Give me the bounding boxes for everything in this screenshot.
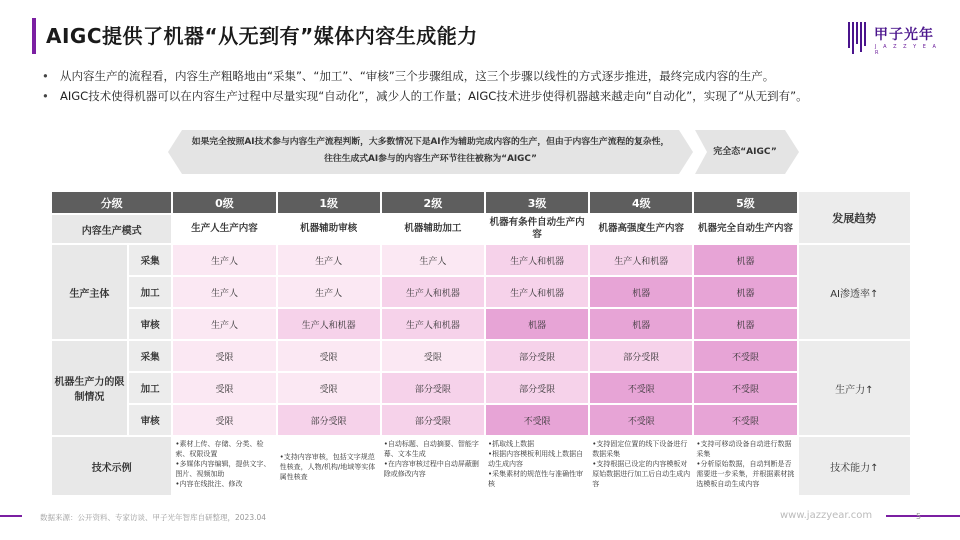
table-cell: 生产人和机器: [590, 245, 692, 275]
table-cell: 生产人和机器: [486, 277, 588, 307]
table-cell: 不受限: [694, 405, 796, 435]
note-arrow-text: [182, 134, 679, 170]
step-review: 审核: [129, 405, 172, 435]
full-aigc-label: 完全态“AIGC”: [713, 147, 777, 157]
mode-0: 生产人生产内容: [173, 215, 275, 243]
table-cell: 机器: [590, 277, 692, 307]
trend-ai: AI渗透率↑: [799, 245, 910, 339]
example-item: •抓取线上数据: [487, 440, 535, 448]
example-item: •内容在线批注、修改: [175, 480, 243, 488]
example-0: [173, 437, 275, 495]
example-item: •多媒体内容编辑，提供文字、图片、视频加助: [175, 460, 271, 478]
level-4: 4级: [590, 192, 692, 213]
note-line-2: 往往生成式AI参与的内容生产环节往往被称为“AIGC”: [324, 154, 537, 164]
table-cell: 部分受限: [486, 341, 588, 371]
logo-name: 甲子光年: [874, 27, 934, 43]
level-row: [52, 192, 910, 213]
bullet-item: • AIGC技术使得机器可以在内容生产过程中尽量实现“自动化”，减少人的工作量；AIGC技术进步使得机器越来越走向“自动化”，实现了“从无到有”。: [40, 86, 920, 106]
mode-1: 机器辅助审核: [278, 215, 380, 243]
table-cell: 生产人和机器: [486, 245, 588, 275]
mode-row: [52, 215, 910, 243]
example-item: •根据内容模板利用线上数据自动生成内容: [487, 450, 584, 468]
table-cell: 受限: [173, 341, 275, 371]
example-item: •素材上传、存储、分类、检索、权限设置: [175, 440, 264, 458]
table-cell: 机器: [590, 309, 692, 339]
page-title: AIGC提供了机器“从无到有”媒体内容生成能力: [46, 24, 478, 48]
step-process: 加工: [129, 277, 172, 307]
producer-group-label: 生产主体: [52, 245, 127, 339]
trend-header: 发展趋势: [799, 192, 910, 243]
example-item: •分析原始数据，自动判断是否需要进一步采集，并根据素材挑选模板自动生成内容: [696, 460, 795, 488]
table-cell: 不受限: [694, 373, 796, 403]
footer-accent-right: [886, 515, 960, 517]
example-3: [486, 437, 588, 495]
example-item: •支持可移动设备自动进行数据采集: [696, 440, 792, 458]
step-process: 加工: [129, 373, 172, 403]
example-5: [694, 437, 796, 495]
example-4: [590, 437, 692, 495]
bullet-item: • 从内容生产的流程看，内容生产粗略地由“采集”、“加工”、“审核”三个步骤组成，这三个步骤以线性的方式逐步推进，最终完成内容的生产。: [40, 66, 920, 86]
table-cell: 受限: [382, 341, 484, 371]
level-3: 3级: [486, 192, 588, 213]
table-cell: 不受限: [590, 373, 692, 403]
logo: [846, 18, 946, 58]
example-item: •采集素材的规范性与准确性审核: [487, 470, 584, 488]
trend-productivity: 生产力↑: [799, 341, 910, 435]
data-source: 数据来源：公开资料、专家访谈、甲子光年智库自研整理，2023.04: [40, 513, 267, 522]
bullet-list: [40, 66, 920, 106]
note-line-1: 如果完全按照AI技术参与内容生产流程判断，大多数情况下是AI作为辅助完成内容的生产，但由于内容生产流程的复杂性，: [191, 137, 670, 147]
mode-header: 内容生产模式: [52, 215, 171, 243]
examples-header: 技术示例: [52, 437, 171, 495]
table-cell: 部分受限: [382, 405, 484, 435]
table-cell: 机器: [694, 245, 796, 275]
table-cell: 生产人: [382, 245, 484, 275]
table-cell: 机器: [694, 309, 796, 339]
producer-process-row: [52, 277, 910, 307]
step-review: 审核: [129, 309, 172, 339]
step-collect: 采集: [129, 245, 172, 275]
aigc-level-table: [50, 190, 912, 497]
table-cell: 部分受限: [382, 373, 484, 403]
limit-process-row: [52, 373, 910, 403]
example-1: [278, 437, 380, 495]
title-accent-bar: [32, 18, 36, 54]
table-cell: 不受限: [590, 405, 692, 435]
page-number: 5: [916, 512, 922, 521]
table-cell: 部分受限: [590, 341, 692, 371]
table-cell: 部分受限: [278, 405, 380, 435]
table-cell: 生产人: [278, 245, 380, 275]
table-cell: 生产人: [173, 309, 275, 339]
limit-review-row: [52, 405, 910, 435]
logo-sub: J A Z Z Y E A R: [875, 44, 939, 56]
level-5: 5级: [694, 192, 796, 213]
table-cell: 不受限: [694, 341, 796, 371]
example-item: •自动标题、自动摘要、智能字幕、文本生成: [383, 440, 479, 458]
table-cell: 生产人: [278, 277, 380, 307]
level-0: 0级: [173, 192, 275, 213]
example-item: •支持内容审核，包括文字规范性核查，人物/机构/地域等实体属性核查: [279, 453, 376, 481]
table-cell: 生产人: [173, 245, 275, 275]
level-1: 1级: [278, 192, 380, 213]
table-cell: 受限: [173, 373, 275, 403]
logo-bars-icon: [846, 18, 868, 56]
limit-collect-row: [52, 341, 910, 371]
table-cell: 受限: [278, 373, 380, 403]
step-collect: 采集: [129, 341, 172, 371]
example-item: •在内容审核过程中自动屏蔽删除或修改内容: [383, 460, 479, 478]
footer-accent-left: [0, 515, 22, 517]
table-cell: 机器: [486, 309, 588, 339]
table-cell: 受限: [173, 405, 275, 435]
mode-4: 机器高强度生产内容: [590, 215, 692, 243]
example-2: [382, 437, 484, 495]
table-cell: 受限: [278, 341, 380, 371]
trend-tech: 技术能力↑: [799, 437, 910, 495]
table-cell: 机器: [694, 277, 796, 307]
table-cell: 生产人: [173, 277, 275, 307]
table-cell: 部分受限: [486, 373, 588, 403]
limit-group-label: 机器生产力的限制情况: [52, 341, 127, 435]
mode-2: 机器辅助加工: [382, 215, 484, 243]
table-cell: 生产人和机器: [382, 277, 484, 307]
example-item: •支持根据已设定的内容模板对原始数据进行加工后自动生成内容: [592, 460, 691, 488]
level-2: 2级: [382, 192, 484, 213]
mode-5: 机器完全自动生产内容: [694, 215, 796, 243]
example-item: •支持固定位置的线下设备进行数据采集: [592, 440, 688, 458]
examples-row: [52, 437, 910, 495]
table-cell: 不受限: [486, 405, 588, 435]
producer-collect-row: [52, 245, 910, 275]
mode-3: 机器有条件自动生产内容: [486, 215, 588, 243]
producer-review-row: [52, 309, 910, 339]
table-cell: 生产人和机器: [382, 309, 484, 339]
website-url: www.jazzyear.com: [780, 510, 873, 521]
table-cell: 生产人和机器: [278, 309, 380, 339]
level-header: 分级: [52, 192, 171, 213]
